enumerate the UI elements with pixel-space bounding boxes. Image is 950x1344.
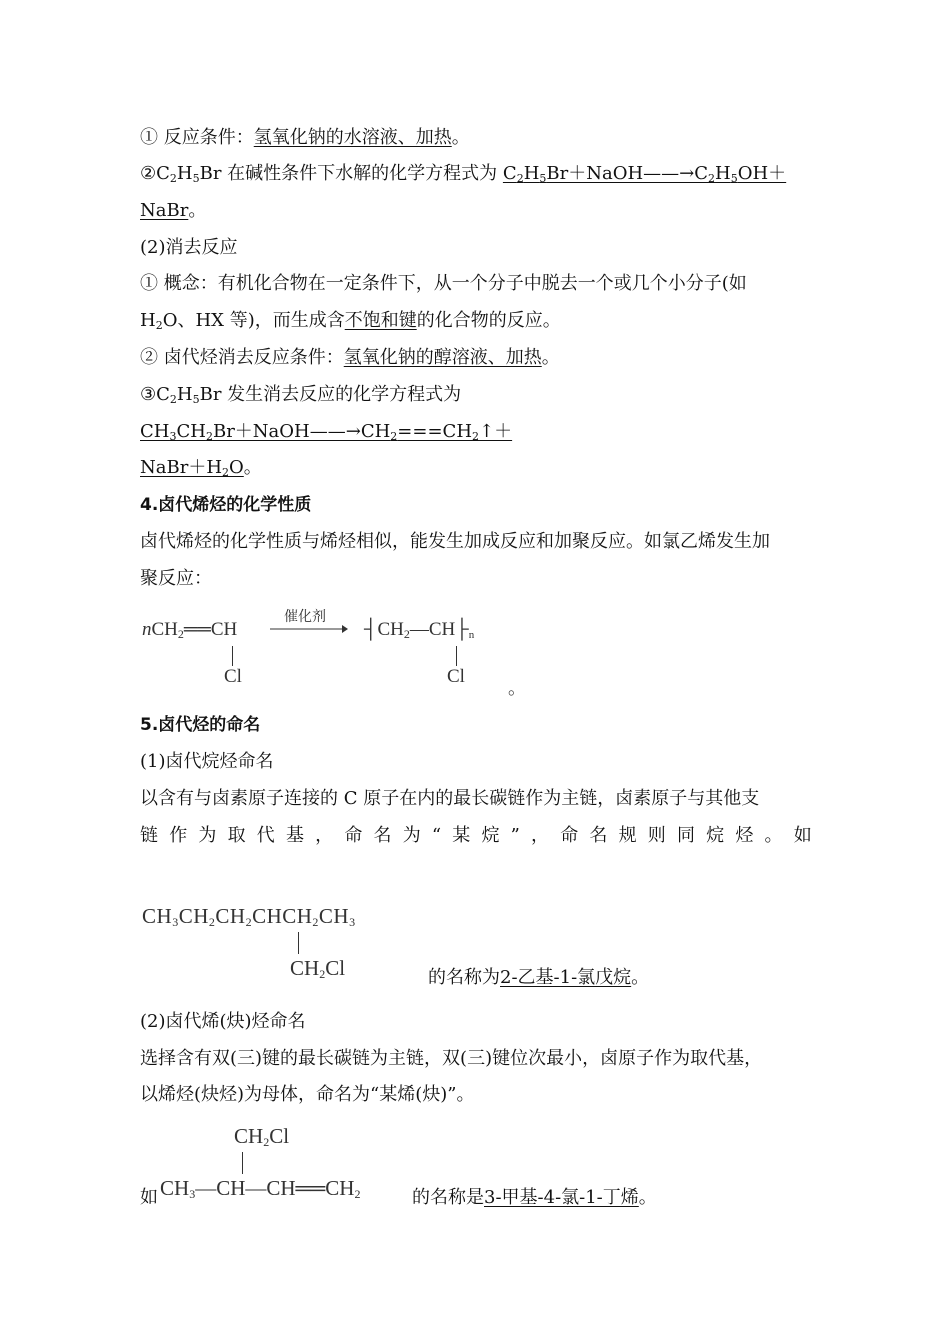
- justified-char: 烷: [481, 825, 500, 846]
- justified-char: 规: [618, 825, 637, 846]
- answer-underline: 不饱和键: [344, 310, 417, 331]
- text-line: ② 卤代烃消去反应条件：氢氧化钠的醇溶液、加热。: [140, 347, 560, 368]
- bond-line: [456, 646, 457, 666]
- justified-char: 名: [373, 825, 392, 846]
- justified-char: 则: [647, 825, 666, 846]
- text-line: ① 反应条件：氢氧化钠的水溶液、加热。: [140, 127, 470, 148]
- bond-line: [242, 1152, 243, 1174]
- subheading: (2)卤代烯(炔)烃命名: [140, 1011, 306, 1032]
- text-line: ① 概念：有机化合物在一定条件下，从一个分子中脱去一个或几个小分子(如: [140, 273, 747, 294]
- justified-char: 为: [402, 825, 421, 846]
- justified-char: 同: [676, 825, 695, 846]
- chlorine-label: Cl: [447, 666, 465, 687]
- justified-char: 基: [285, 825, 304, 846]
- answer-underline: $C_2H_5Br+NaOH——\to C_2H_5OH+$: [502, 163, 787, 185]
- answer-underline: 氢氧化钠的水溶液、加热: [253, 127, 452, 148]
- text-line: 选择含有双(三)键的最长碳链为主链，双(三)键位次最小，卤原子作为取代基，: [140, 1048, 763, 1069]
- text-line: 如: [140, 1187, 158, 1208]
- catalyst-label: 催化剂: [284, 610, 326, 625]
- text-line: NaBr。: [140, 200, 207, 221]
- justified-char: 名: [589, 825, 608, 846]
- section-heading: 4.卤代烯烃的化学性质: [140, 495, 312, 515]
- justified-char: ”: [510, 825, 520, 846]
- justified-char: 命: [560, 825, 579, 846]
- justified-char: “: [431, 825, 442, 846]
- answer-underline: $NaBr+H_2O$: [140, 457, 244, 479]
- text-line: $③C_2H_5Br$ 发生消去反应的化学方程式为: [140, 384, 462, 406]
- text-line: [140, 420, 512, 444]
- justified-char: 如: [793, 825, 812, 846]
- text-line: 卤代烯烃的化学性质与烯烃相似，能发生加成反应和加聚反应。如氯乙烯发生加: [140, 531, 770, 552]
- subheading: (2)消去反应: [140, 237, 238, 258]
- subheading: (1)卤代烷烃命名: [140, 751, 274, 772]
- justified-char: 链: [140, 825, 158, 846]
- justified-char: 命: [344, 825, 363, 846]
- period: 。: [508, 678, 526, 698]
- bond-line: [232, 646, 233, 666]
- text-line: 的名称为2-乙基-1-氯戊烷。: [428, 967, 650, 988]
- bond-line: [298, 932, 299, 954]
- main-chain-formula: $CH_3—CH—CH══CH_2$: [160, 1176, 361, 1201]
- text-line: $NaBr+H_2O$。: [140, 457, 262, 479]
- justified-char: 代: [256, 825, 275, 846]
- justified-char: 作: [169, 825, 188, 846]
- text-line: 的名称是3-甲基-4-氯-1-丁烯。: [412, 1187, 657, 1208]
- justified-char: 取: [227, 825, 246, 846]
- chlorine-label: Cl: [224, 666, 242, 687]
- answer-underline: 3-甲基-4-氯-1-丁烯: [484, 1187, 639, 1208]
- justified-char: ，: [531, 825, 550, 846]
- answer-underline: 2-乙基-1-氯戊烷: [500, 967, 632, 988]
- text-line: 以含有与卤素原子连接的 C 原子在内的最长碳链作为主链，卤素原子与其他支: [140, 788, 760, 809]
- main-chain-formula: $CH_3CH_2CH_2CHCH_2CH_3$: [142, 904, 356, 929]
- text-line: $H_2O$、HX 等)，而生成含不饱和键的化合物的反应。: [140, 310, 561, 332]
- answer-underline: $CH_3CH_2Br+NaOH——\to CH_2===CH_2↑+$: [140, 421, 513, 443]
- justified-char: 。: [764, 825, 783, 846]
- answer-underline: NaBr: [140, 200, 189, 221]
- text-line: 聚反应：: [140, 568, 212, 589]
- branch-formula: $CH_2Cl$: [234, 1124, 290, 1149]
- reaction-arrow: [270, 623, 348, 635]
- justified-char: ，: [315, 825, 334, 846]
- text-line-justified: [140, 824, 812, 848]
- text-line: 以烯烃(炔烃)为母体，命名为“某烯(炔)”。: [140, 1084, 475, 1105]
- branch-formula: $CH_2Cl$: [290, 956, 346, 981]
- justified-char: 烃: [735, 825, 754, 846]
- vinyl-chloride-formula: nCH$_2$══CH: [142, 619, 238, 641]
- justified-char: 为: [198, 825, 217, 846]
- justified-char: 某: [452, 825, 471, 846]
- section-heading: 5.卤代烃的命名: [140, 715, 261, 735]
- polyvinyl-chloride-formula: $┤CH_2—CH├_n$: [364, 619, 475, 641]
- answer-underline: 氢氧化钠的醇溶液、加热: [343, 347, 542, 368]
- justified-char: 烷: [706, 825, 725, 846]
- text-line: $②C_2H_5Br$ 在碱性条件下水解的化学方程式为 $C_2H_5Br+NaOH——\to C_2H_5OH+$: [140, 163, 787, 185]
